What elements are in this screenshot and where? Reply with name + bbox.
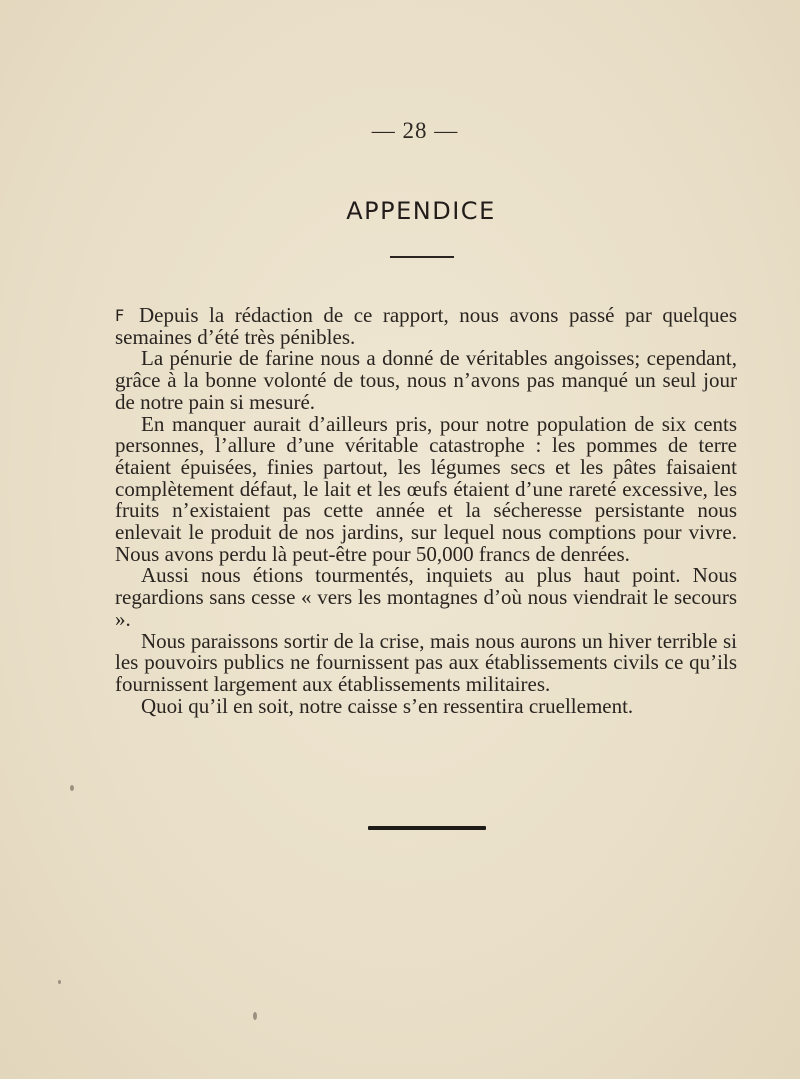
page-number: — 28 — [371, 118, 459, 143]
paper-speck [253, 1012, 257, 1020]
paragraph-mark-icon: F [115, 306, 125, 325]
paper-speck [58, 980, 61, 984]
title-rule [390, 256, 454, 258]
end-rule [368, 826, 486, 830]
paper-speck [70, 785, 74, 791]
paragraph-6: Quoi qu’il en soit, notre caisse s’en ressentira cruellement. [141, 693, 634, 718]
page-title: APPENDICE [346, 197, 496, 225]
paragraph-1 [115, 305, 737, 348]
paragraph-1-text: Depuis la rédaction de ce rapport, nous avons passé par quelques semaines d’été très pénibles. [115, 303, 737, 349]
body-text [115, 305, 737, 717]
paragraph-3: En manquer aurait d’ailleurs pris, pour notre population de six cents personnes, l’allure d’une véritable catastrophe : les pommes de terre étaient épuisées, finies partout, les légumes secs et les pâtes faisaient complètement défaut, le lait et les œufs étaient d’une rareté excessive, les fruits n’existaient pas cette année et la sécheresse persistante nous enlevait le produit de nos jardins, sur lequel nous comptions pour vivre. Nous avons perdu là peut-être pour 50,000 francs de denrées. [115, 411, 737, 566]
paragraph-4: Aussi nous étions tourmentés, inquiets au plus haut point. Nous regardions sans cesse « vers les montagnes d’où nous viendrait le secours ». [115, 563, 737, 631]
paragraph-5: Nous paraissons sortir de la crise, mais nous aurons un hiver terrible si les pouvoirs publics ne fournissent pas aux établissements civils ce qu’ils fournissent largement aux établissements militaires. [115, 628, 737, 696]
paragraph-2: La pénurie de farine nous a donné de véritables angoisses; cependant, grâce à la bonne volonté de tous, nous n’avons pas manqué un seul jour de notre pain si mesuré. [115, 346, 737, 414]
